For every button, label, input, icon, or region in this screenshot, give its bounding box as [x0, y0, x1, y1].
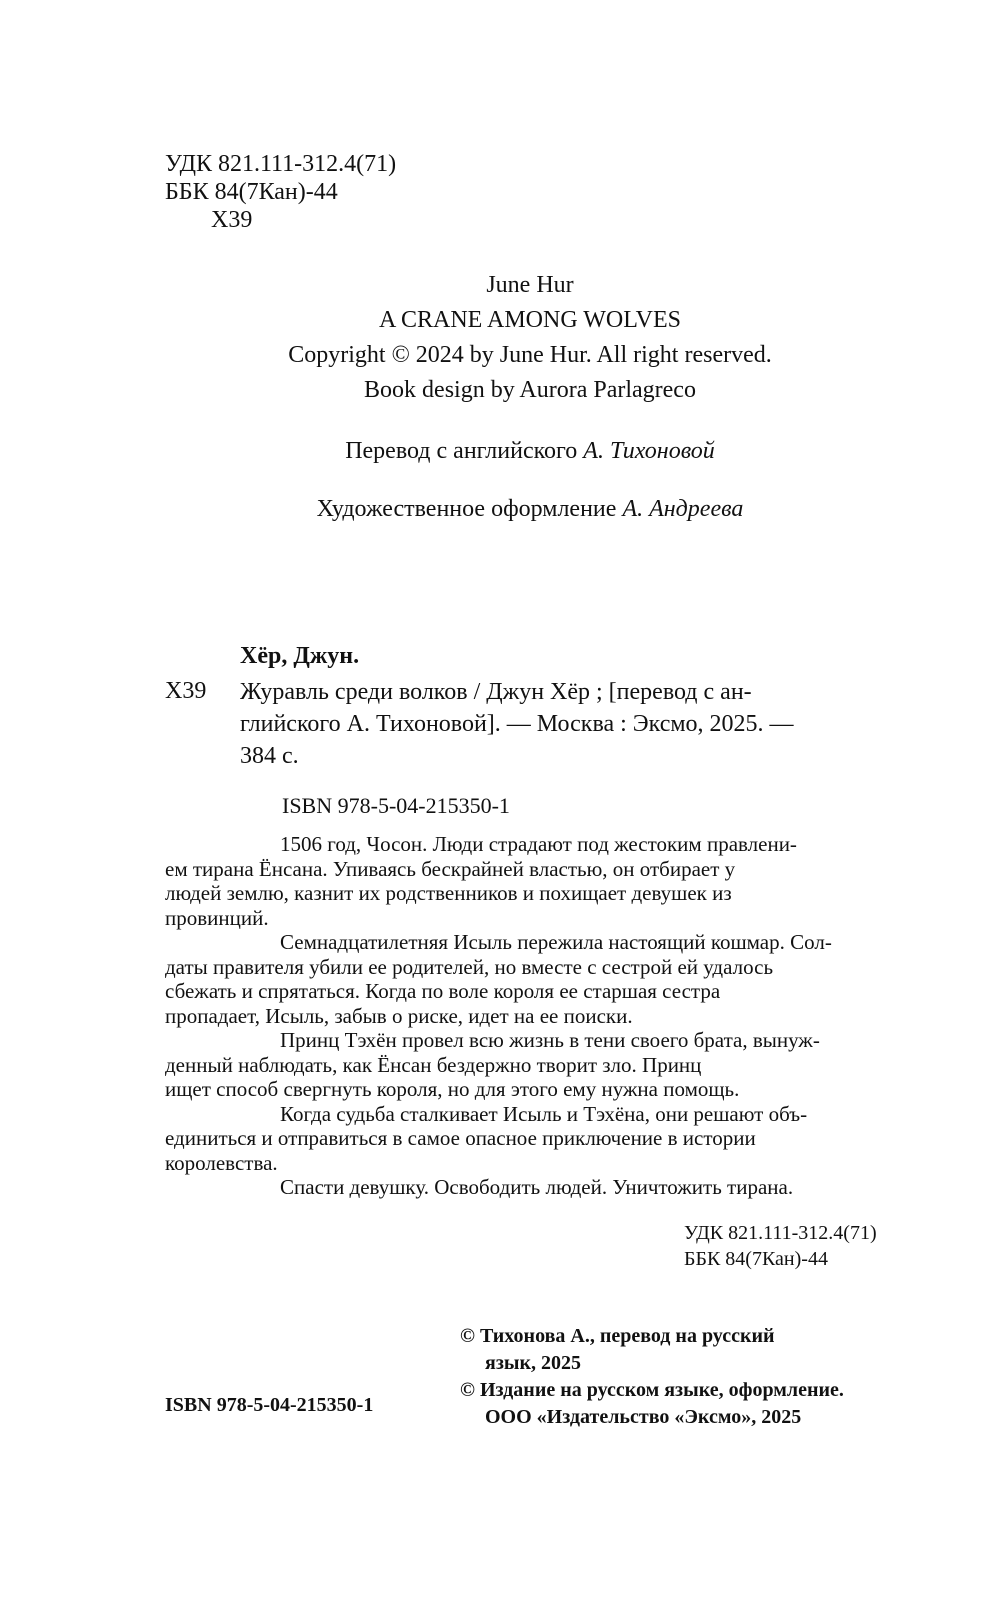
isbn-bottom: ISBN 978-5-04-215350-1: [165, 1394, 374, 1416]
udk-code-footer: УДК 821.111-312.4(71): [684, 1222, 877, 1244]
annotation: [165, 832, 895, 1200]
copyright-line: © Тихонова А., перевод на русский: [460, 1325, 775, 1347]
annotation-line: 1506 год, Чосон. Люди страдают под жестоким правлени-: [280, 832, 797, 856]
annotation-line: денный наблюдать, как Ёнсан бездержно творит зло. Принц: [165, 1052, 702, 1077]
catalog-line-3: 384 с.: [240, 743, 299, 769]
original-copyright: Copyright © 2024 by June Hur. All right reserved.: [288, 342, 772, 368]
udk-footer-block: [684, 1220, 877, 1272]
original-title: A CRANE AMONG WOLVES: [378, 307, 682, 333]
bbk-code: ББК 84(7Кан)-44: [165, 179, 338, 205]
art-credit: [0, 496, 1000, 523]
art-label: Художественное оформление: [316, 496, 617, 522]
annotation-line: даты правителя убили ее родителей, но вместе с сестрой ей удалось: [165, 954, 774, 979]
artist-name: А. Андреева: [622, 496, 744, 522]
bbk-code-footer: ББК 84(7Кан)-44: [684, 1248, 828, 1270]
catalog-line-2: глийского А. Тихоновой]. — Москва : Эксмо, 2025. —: [240, 711, 794, 737]
catalog-isbn: ISBN 978-5-04-215350-1: [282, 793, 510, 818]
author-mark: Х39: [211, 207, 253, 233]
translation-credit: [0, 438, 1000, 465]
catalog-description: [240, 676, 895, 772]
annotation-line: сбежать и спрятаться. Когда по воле короля ее старшая сестра: [165, 979, 721, 1003]
annotation-line: королевства.: [165, 1150, 278, 1175]
translation-label: Перевод с английского: [345, 438, 578, 464]
annotation-line: Семнадцатилетняя Исыль пережила настоящий кошмар. Сол-: [280, 930, 832, 954]
annotation-line: людей землю, казнит их родственников и похищает девушек из: [165, 881, 732, 905]
annotation-line: единиться и отправиться в самое опасное приключение в истории: [165, 1126, 756, 1150]
annotation-line: провинций.: [165, 905, 269, 930]
udk-code: УДК 821.111-312.4(71): [165, 151, 397, 177]
original-author: June Hur: [486, 272, 574, 298]
original-credits: [0, 268, 1000, 408]
copyright-block: [460, 1323, 844, 1431]
copyright-line: язык, 2025: [485, 1352, 581, 1374]
annotation-line: ищет способ свергнуть короля, но для этого ему нужна помощь.: [165, 1077, 740, 1101]
copyright-line: © Издание на русском языке, оформление.: [460, 1379, 844, 1401]
annotation-line: Спасти девушку. Освободить людей. Уничтожить тирана.: [280, 1175, 794, 1199]
book-design-credit: Book design by Aurora Parlagreco: [364, 377, 696, 403]
catalog-author-mark: Х39: [165, 678, 207, 704]
annotation-line: ем тирана Ёнсана. Упиваясь бескрайней властью, он отбирает у: [165, 856, 736, 881]
copyright-line: ООО «Издательство «Эксмо», 2025: [485, 1406, 802, 1428]
udk-header-block: [165, 150, 396, 234]
translator-name: А. Тихоновой: [583, 438, 715, 464]
annotation-line: пропадает, Исыль, забыв о риске, идет на ее поиски.: [165, 1003, 633, 1028]
annotation-line: Когда судьба сталкивает Исыль и Тэхёна, они решают объ-: [280, 1101, 808, 1126]
catalog-line-1: Журавль среди волков / Джун Хёр ; [перевод с ан-: [240, 679, 752, 705]
annotation-line: Принц Тэхён провел всю жизнь в тени своего брата, вынуж-: [280, 1028, 820, 1052]
catalog-author: Хёр, Джун.: [240, 643, 360, 669]
